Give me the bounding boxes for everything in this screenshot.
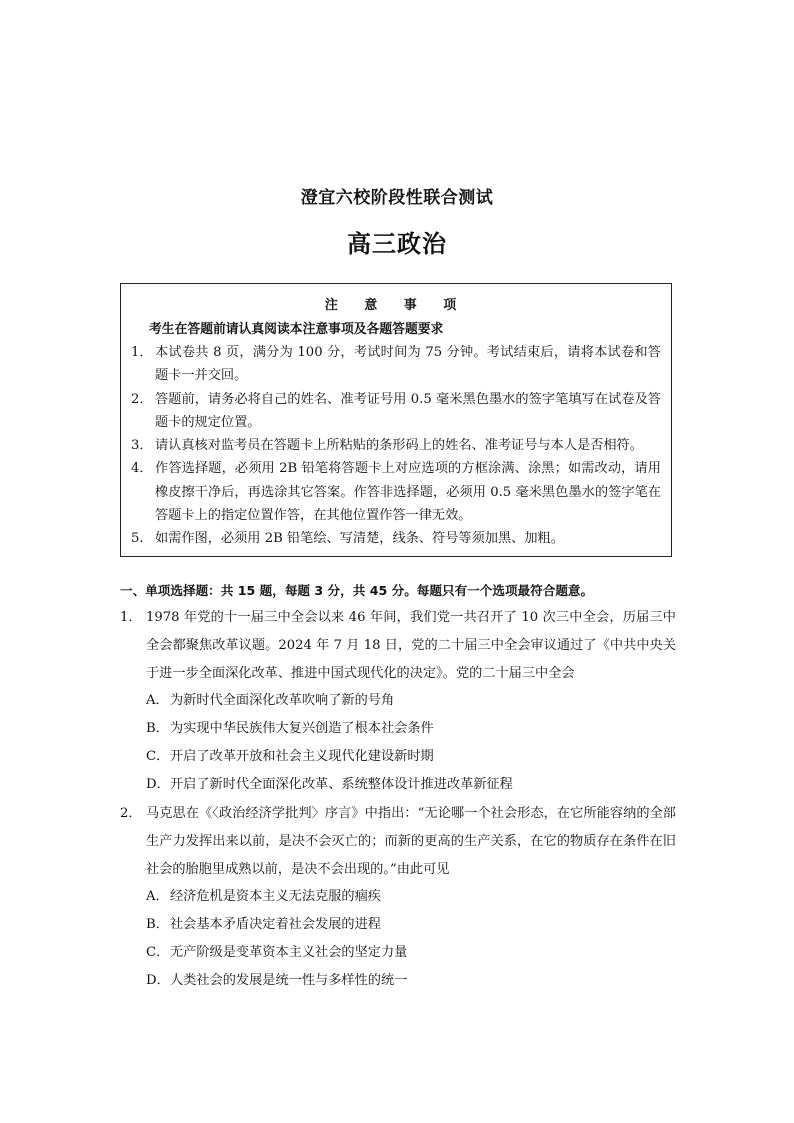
option-letter: C．	[146, 944, 170, 960]
option-text: 为实现中华民族伟大复兴创造了根本社会条件	[170, 721, 434, 737]
option-letter: B．	[146, 917, 169, 933]
option-letter: B．	[146, 721, 169, 737]
exam-title: 澄宜六校阶段性联合测试	[300, 188, 494, 208]
option-a	[120, 883, 676, 911]
option-text: 无产阶级是变革资本主义社会的坚定力量	[170, 944, 408, 960]
question-stem	[120, 604, 676, 687]
option-a	[120, 687, 676, 715]
option-b	[120, 911, 676, 939]
option-letter: C．	[146, 748, 170, 764]
notice-item	[131, 527, 661, 550]
notice-item-text: 如需作图，必须用 2B 铅笔绘、写清楚，线条、符号等须加黑、加粗。	[155, 531, 564, 547]
question-1	[120, 604, 676, 799]
option-text: 人类社会的发展是统一性与多样性的统一	[170, 972, 408, 988]
option-letter: A．	[146, 889, 169, 905]
notice-list	[131, 341, 661, 551]
notice-item	[131, 434, 661, 457]
option-text: 开启了改革开放和社会主义现代化建设新时期	[170, 748, 434, 764]
option-b	[120, 715, 676, 743]
option-d	[120, 771, 676, 799]
notice-item-number: 5．	[131, 531, 153, 547]
option-text: 经济危机是资本主义无法克服的痼疾	[170, 889, 381, 905]
question-text: 1978 年党的十一届三中全会以来 46 年间，我们党一共召开了 10 次三中全会，历届三中全会都聚焦改革议题。2024 年 7 月 18 日，党的二十届三中全会审议通过了《中共中央关于进一步全面深化改革、推进中国式现代化的决定》。党的二十届三中全会	[146, 610, 676, 681]
notice-item-text: 本试卷共 8 页，满分为 100 分，考试时间为 75 分钟。考试结束后，请将本试卷和答题卡一并交回。	[155, 345, 661, 384]
option-text: 为新时代全面深化改革吹响了新的号角	[170, 693, 395, 709]
notice-box	[120, 283, 672, 557]
question-text: 马克思在《〈政治经济学批判〉序言》中指出：“无论哪一个社会形态，在它所能容纳的全部生产力发挥出来以前，是决不会灭亡的；而新的更高的生产关系，在它的物质存在条件在旧社会的胎胞里成熟以前，是决不会出现的。”由此可见	[146, 806, 676, 877]
notice-item-text: 请认真核对监考员在答题卡上所粘贴的条形码上的姓名、准考证号与本人是否相符。	[155, 438, 643, 454]
notice-item-text: 答题前，请务必将自己的姓名、准考证号用 0.5 毫米黑色墨水的签字笔填写在试卷及答题卡的规定位置。	[155, 391, 661, 430]
question-stem	[120, 800, 676, 883]
option-c	[120, 939, 676, 967]
notice-subheading: 考生在答题前请认真阅读本注意事项及各题答题要求	[149, 322, 444, 337]
notice-heading: 注 意 事 项	[324, 298, 468, 313]
notice-item	[131, 457, 661, 527]
option-c	[120, 743, 676, 771]
section-heading: 一、单项选择题：共 15 题，每题 3 分，共 45 分。每题只有一个选项最符合题意。	[120, 583, 594, 598]
option-letter: D．	[146, 972, 170, 988]
option-text: 开启了新时代全面深化改革、系统整体设计推进改革新征程	[170, 776, 513, 792]
notice-item-number: 4．	[131, 461, 153, 477]
notice-item	[131, 388, 661, 435]
notice-item-number: 1．	[131, 345, 153, 360]
question-number: 1．	[120, 610, 142, 625]
notice-item-number: 3．	[131, 438, 153, 454]
option-d	[120, 967, 676, 995]
exam-subject: 高三政治	[347, 230, 447, 258]
option-letter: A．	[146, 693, 169, 709]
notice-item-number: 2．	[131, 391, 153, 407]
question-number: 2．	[120, 806, 142, 821]
option-text: 社会基本矛盾决定着社会发展的进程	[170, 917, 381, 933]
notice-item-text: 作答选择题，必须用 2B 铅笔将答题卡上对应选项的方框涂满、涂黑；如需改动，请用橡皮擦干净后，再选涂其它答案。作答非选择题，必须用 0.5 毫米黑色墨水的签字笔在答题卡上的指定位置作答，在其他位置作答一律无效。	[155, 461, 661, 524]
option-letter: D．	[146, 776, 170, 792]
notice-item	[131, 341, 661, 388]
question-2	[120, 800, 676, 995]
